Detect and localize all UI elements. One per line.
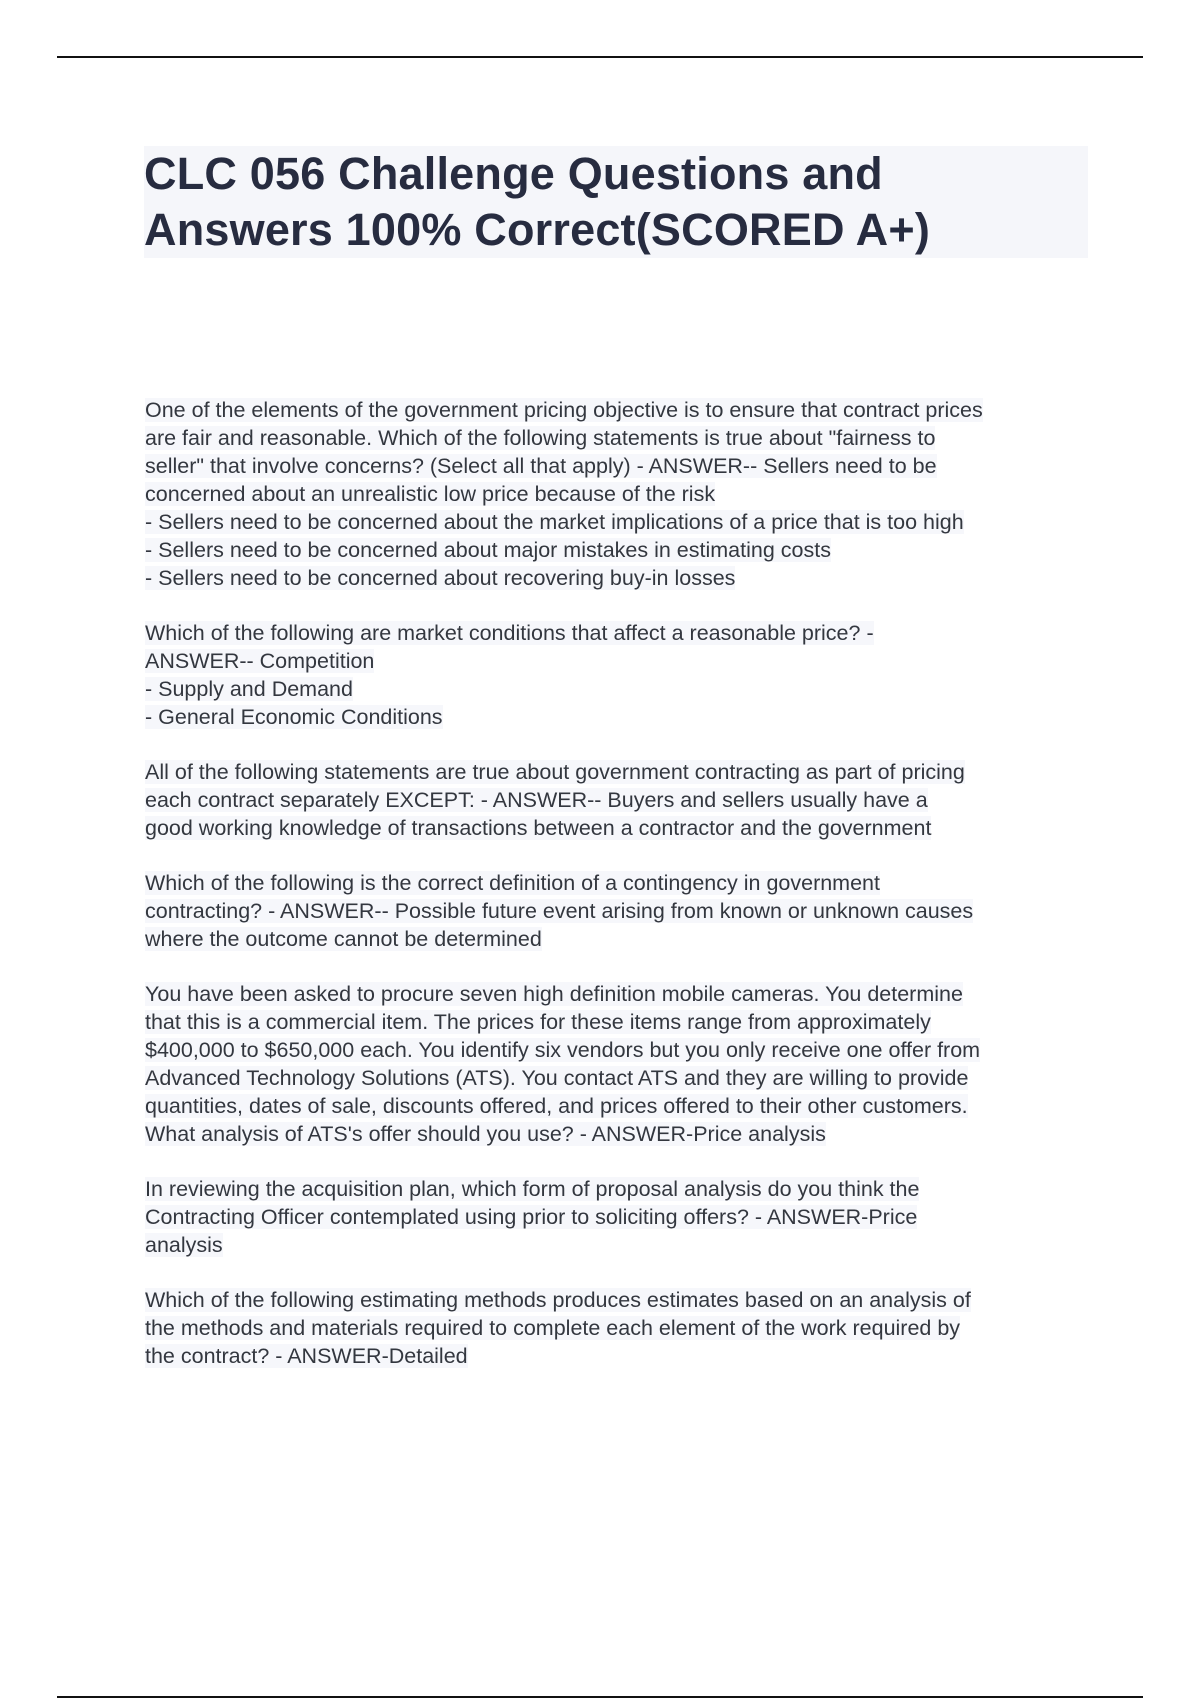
qa-item-5 (145, 980, 1095, 1148)
qa-line: the contract? - ANSWER-Detailed (145, 1344, 468, 1368)
qa-line: each contract separately EXCEPT: - ANSWER-- Buyers and sellers usually have a (145, 788, 928, 812)
qa-item-3 (145, 758, 1095, 842)
qa-line: All of the following statements are true about government contracting as part of pricing (145, 760, 965, 784)
qa-line: You have been asked to procure seven high definition mobile cameras. You determine (145, 982, 963, 1006)
qa-line: Contracting Officer contemplated using prior to soliciting offers? - ANSWER-Price (145, 1205, 918, 1229)
qa-line: Advanced Technology Solutions (ATS). You contact ATS and they are willing to provide (145, 1066, 969, 1090)
qa-line: Which of the following estimating methods produces estimates based on an analysis of (145, 1288, 971, 1312)
qa-line: Which of the following are market conditions that affect a reasonable price? - (145, 621, 874, 645)
qa-line: - Sellers need to be concerned about recovering buy-in losses (145, 566, 736, 590)
qa-line: ANSWER-- Competition (145, 649, 375, 673)
qa-line: good working knowledge of transactions between a contractor and the government (145, 816, 932, 840)
bottom-rule (57, 1696, 1143, 1698)
qa-line: analysis (145, 1233, 223, 1257)
qa-line: In reviewing the acquisition plan, which form of proposal analysis do you think the (145, 1177, 920, 1201)
qa-line: contracting? - ANSWER-- Possible future event arising from known or unknown causes (145, 899, 974, 923)
qa-line: - Supply and Demand (145, 677, 353, 701)
qa-line: quantities, dates of sale, discounts offered, and prices offered to their other customers. (145, 1094, 968, 1118)
qa-item-7 (145, 1286, 1095, 1370)
qa-line: - Sellers need to be concerned about major mistakes in estimating costs (145, 538, 831, 562)
qa-line: - General Economic Conditions (145, 705, 443, 729)
qa-line: - Sellers need to be concerned about the market implications of a price that is too high (145, 510, 964, 534)
qa-item-6 (145, 1175, 1095, 1259)
qa-item-4 (145, 869, 1095, 953)
qa-line: $400,000 to $650,000 each. You identify six vendors but you only receive one offer from (145, 1038, 981, 1062)
document-title-block (144, 146, 1088, 258)
qa-line: seller" that involve concerns? (Select all that apply) - ANSWER-- Sellers need to be (145, 454, 937, 478)
qa-item-2 (145, 619, 1095, 731)
qa-list (145, 396, 1095, 1370)
title-line-2: Answers 100% Correct(SCORED A+) (144, 204, 931, 255)
title-line-1: CLC 056 Challenge Questions and (144, 148, 883, 199)
top-rule (57, 56, 1143, 58)
qa-line: What analysis of ATS's offer should you use? - ANSWER-Price analysis (145, 1122, 826, 1146)
document-title (144, 146, 1088, 258)
qa-line: Which of the following is the correct definition of a contingency in government (145, 871, 880, 895)
qa-item-1 (145, 396, 1095, 592)
qa-line: that this is a commercial item. The prices for these items range from approximately (145, 1010, 931, 1034)
qa-line: One of the elements of the government pricing objective is to ensure that contract prices (145, 398, 983, 422)
qa-line: the methods and materials required to complete each element of the work required by (145, 1316, 961, 1340)
qa-line: where the outcome cannot be determined (145, 927, 542, 951)
qa-line: concerned about an unrealistic low price because of the risk (145, 482, 716, 506)
qa-line: are fair and reasonable. Which of the following statements is true about "fairness to (145, 426, 936, 450)
